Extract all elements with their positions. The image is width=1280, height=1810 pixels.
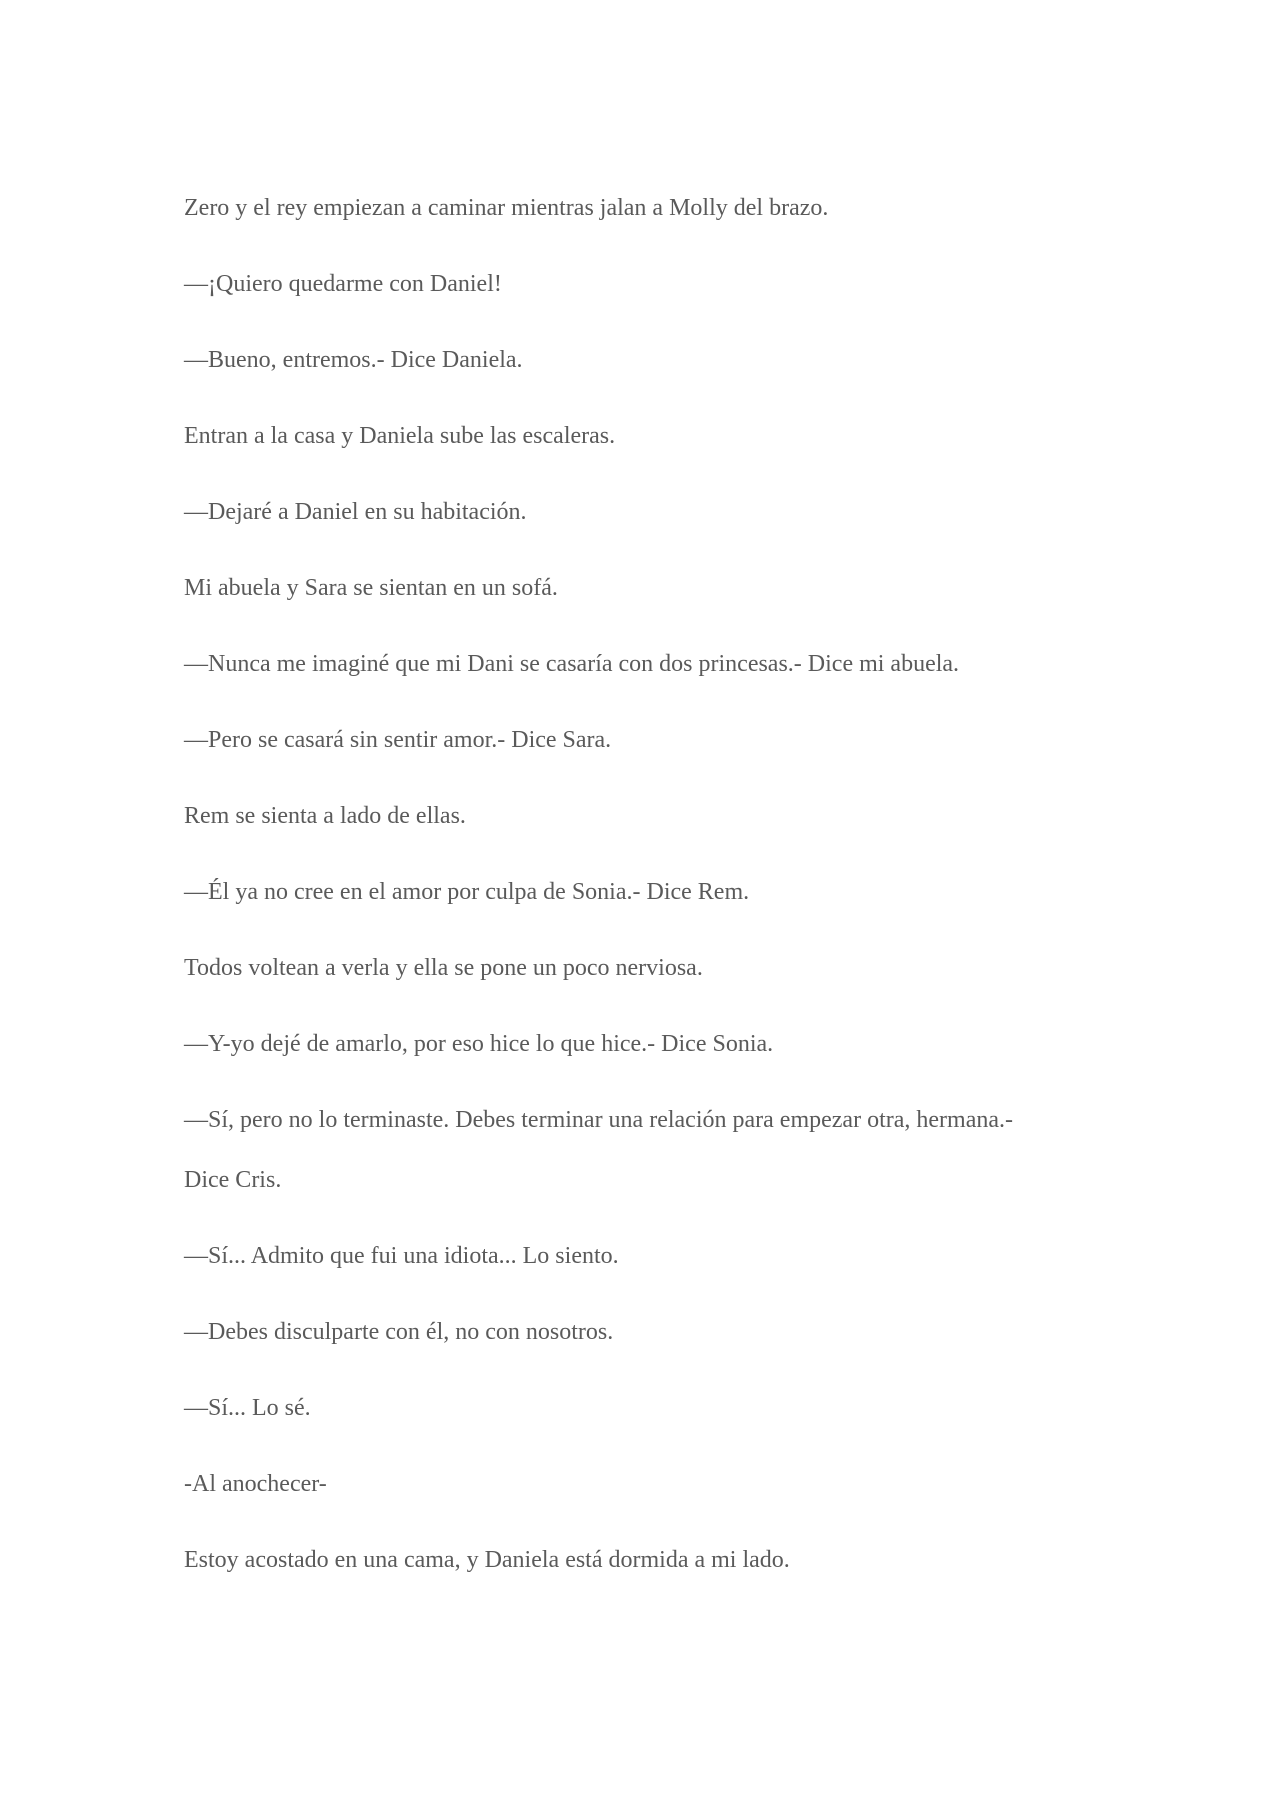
paragraph: Entran a la casa y Daniela sube las escaleras.: [184, 423, 616, 449]
paragraph: Estoy acostado en una cama, y Daniela está dormida a mi lado.: [184, 1547, 790, 1573]
paragraph: —Dejaré a Daniel en su habitación.: [184, 499, 527, 525]
paragraph: —Sí... Lo sé.: [184, 1395, 311, 1421]
paragraph: —Él ya no cree en el amor por culpa de Sonia.- Dice Rem.: [184, 879, 750, 905]
paragraph: —Debes disculparte con él, no con nosotros.: [184, 1319, 614, 1345]
paragraph: Todos voltean a verla y ella se pone un poco nerviosa.: [184, 955, 703, 981]
paragraph: Zero y el rey empiezan a caminar mientras jalan a Molly del brazo.: [184, 195, 829, 221]
paragraph: —Bueno, entremos.- Dice Daniela.: [184, 347, 523, 373]
paragraph: Rem se sienta a lado de ellas.: [184, 803, 466, 829]
paragraph: —Pero se casará sin sentir amor.- Dice Sara.: [184, 727, 612, 753]
paragraph: —Y-yo dejé de amarlo, por eso hice lo que hice.- Dice Sonia.: [184, 1031, 774, 1057]
paragraph-continuation: Dice Cris.: [184, 1167, 282, 1193]
document-body: [184, 178, 1104, 1606]
paragraph: —¡Quiero quedarme con Daniel!: [184, 271, 502, 297]
paragraph: —Sí, pero no lo terminaste. Debes terminar una relación para empezar otra, hermana.-: [184, 1107, 1013, 1133]
scene-break: -Al anochecer-: [184, 1471, 327, 1497]
paragraph: —Nunca me imaginé que mi Dani se casaría con dos princesas.- Dice mi abuela.: [184, 651, 960, 677]
paragraph: —Sí... Admito que fui una idiota... Lo siento.: [184, 1243, 619, 1269]
paragraph: Mi abuela y Sara se sientan en un sofá.: [184, 575, 558, 601]
